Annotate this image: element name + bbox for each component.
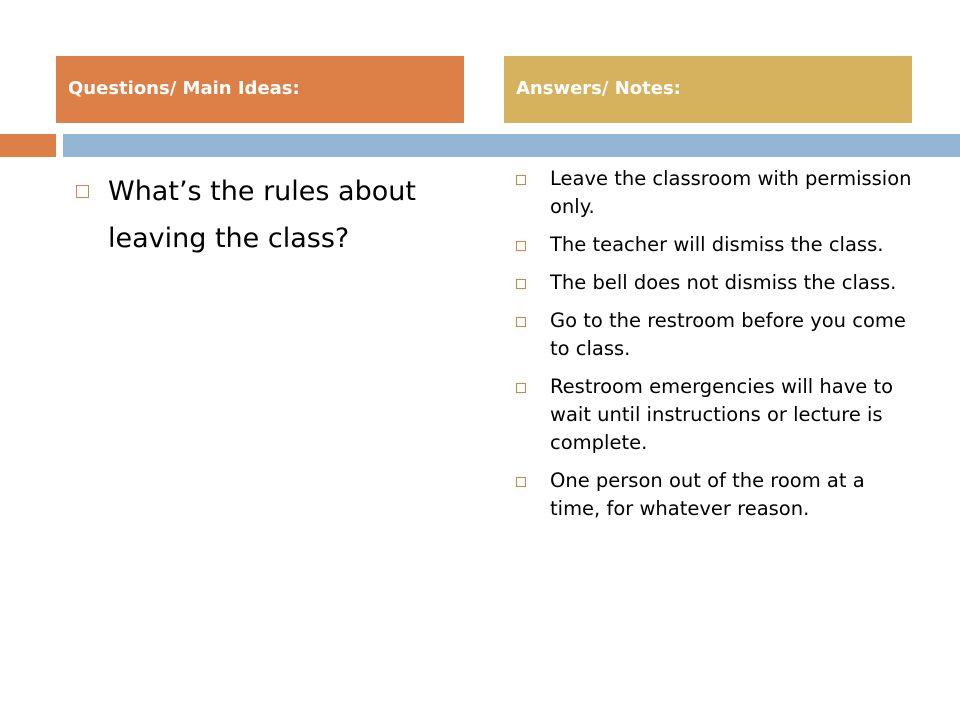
questions-list (76, 168, 476, 262)
answer-text: Leave the classroom with permission only. (550, 167, 912, 218)
answer-text: The bell does not dismiss the class. (550, 271, 897, 294)
answer-item (516, 307, 916, 363)
answer-item (516, 165, 916, 221)
answer-item (516, 467, 916, 523)
answers-header-label: Answers/ Notes: (516, 78, 681, 99)
square-bullet-icon (516, 279, 526, 289)
square-bullet-icon (516, 477, 526, 487)
answers-list (516, 165, 916, 533)
questions-header (56, 56, 464, 123)
answer-item (516, 373, 916, 457)
question-text: What’s the rules about leaving the class? (108, 176, 416, 254)
answer-text: Go to the restroom before you come to class. (550, 309, 906, 360)
answer-item (516, 269, 916, 297)
divider-bar-left (0, 134, 56, 157)
square-bullet-icon (516, 383, 526, 393)
questions-header-label: Questions/ Main Ideas: (68, 78, 300, 99)
question-item (76, 168, 476, 262)
answer-item (516, 231, 916, 259)
answers-header (504, 56, 912, 123)
square-bullet-icon (516, 241, 526, 251)
answer-text: The teacher will dismiss the class. (550, 233, 884, 256)
square-bullet-icon (516, 317, 526, 327)
divider-bar-right (63, 134, 960, 157)
answer-text: Restroom emergencies will have to wait until instructions or lecture is complete. (550, 375, 894, 454)
square-bullet-icon (76, 185, 89, 198)
square-bullet-icon (516, 175, 526, 185)
answer-text: One person out of the room at a time, for whatever reason. (550, 469, 865, 520)
